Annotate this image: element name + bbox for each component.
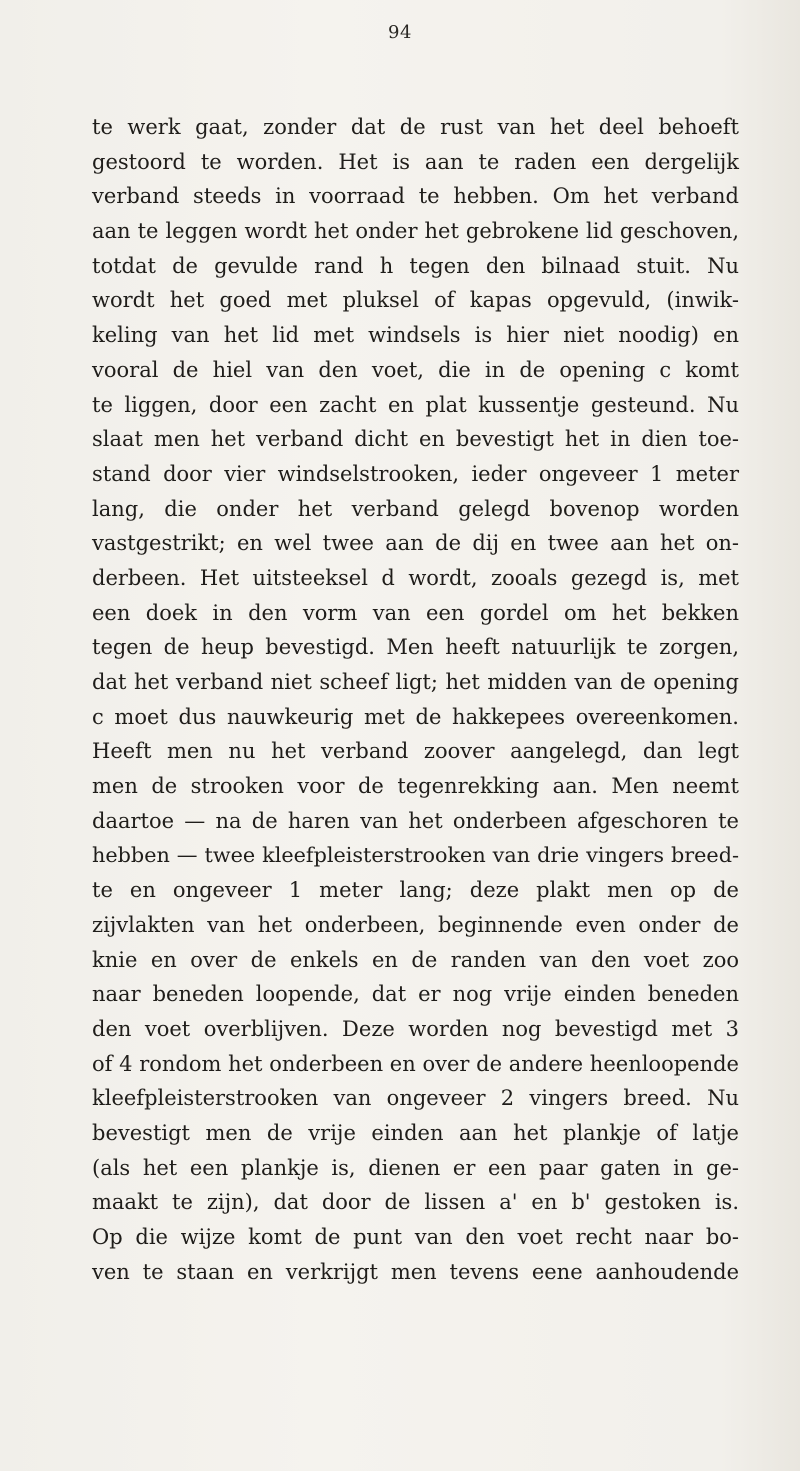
text-line: aan te leggen wordt het onder het gebrokene lid geschoven, xyxy=(92,219,739,244)
page-number: 94 xyxy=(388,22,412,43)
text-line: naar beneden loopende, dat er nog vrije einden beneden xyxy=(92,982,739,1007)
text-line: te liggen, door een zacht en plat kussentje gesteund. Nu xyxy=(92,392,739,417)
text-line: hebben — twee kleefpleisterstrooken van drie vingers breed- xyxy=(92,843,739,868)
text-line: maakt te zijn), dat door de lissen a' en b' gestoken is. xyxy=(92,1190,739,1215)
text-line: keling van het lid met windsels is hier niet noodig) en xyxy=(92,323,739,348)
text-line: derbeen. Het uitsteeksel d wordt, zooals gezegd is, met xyxy=(92,565,739,590)
text-line: (als het een plankje is, dienen er een paar gaten in ge- xyxy=(92,1155,739,1180)
text-line: daartoe — na de haren van het onderbeen afgeschoren te xyxy=(92,808,739,833)
text-line: men de strooken voor de tegenrekking aan. Men neemt xyxy=(92,774,739,799)
text-line: te werk gaat, zonder dat de rust van het deel behoeft xyxy=(92,115,739,139)
body-text xyxy=(92,110,739,1289)
text-line: dat het verband niet scheef ligt; het midden van de opening xyxy=(92,670,739,694)
text-line: c moet dus nauwkeurig met de hakkepees overeenkomen. xyxy=(92,704,739,729)
text-line: knie en over de enkels en de randen van den voet zoo xyxy=(92,947,739,972)
text-line: tegen de heup bevestigd. Men heeft natuurlijk te zorgen, xyxy=(92,635,739,660)
text-line: of 4 rondom het onderbeen en over de andere heenloopende xyxy=(92,1051,739,1076)
text-line: bevestigt men de vrije einden aan het plankje of latje xyxy=(92,1120,739,1145)
text-line: Op die wijze komt de punt van den voet recht naar bo- xyxy=(92,1225,739,1249)
text-line: een doek in den vorm van een gordel om het bekken xyxy=(92,600,739,625)
text-line: vastgestrikt; en wel twee aan de dij en twee aan het on- xyxy=(92,531,739,556)
text-line: ven te staan en verkrijgt men tevens eene aanhoudende xyxy=(92,1259,739,1284)
text-line: totdat de gevulde rand h tegen den bilnaad stuit. Nu xyxy=(92,253,739,278)
text-line: wordt het goed met pluksel of kapas opgevuld, (inwik- xyxy=(92,288,739,313)
text-line: te en ongeveer 1 meter lang; deze plakt men op de xyxy=(92,878,739,903)
text-line: gestoord te worden. Het is aan te raden een dergelijk xyxy=(92,149,739,174)
text-line: lang, die onder het verband gelegd bovenop worden xyxy=(92,496,739,521)
text-line: kleefpleisterstrooken van ongeveer 2 vingers breed. Nu xyxy=(92,1086,739,1111)
text-line: verband steeds in voorraad te hebben. Om het verband xyxy=(92,184,739,209)
text-line: vooral de hiel van den voet, die in de opening c komt xyxy=(92,357,739,382)
text-line: zijvlakten van het onderbeen, beginnende even onder de xyxy=(92,912,739,937)
text-line: den voet overblijven. Deze worden nog bevestigd met 3 xyxy=(92,1016,739,1041)
text-line: Heeft men nu het verband zoover aangelegd, dan legt xyxy=(92,739,739,764)
text-line: stand door vier windselstrooken, ieder ongeveer 1 meter xyxy=(92,461,739,486)
text-line: slaat men het verband dicht en bevestigt het in dien toe- xyxy=(92,427,739,452)
